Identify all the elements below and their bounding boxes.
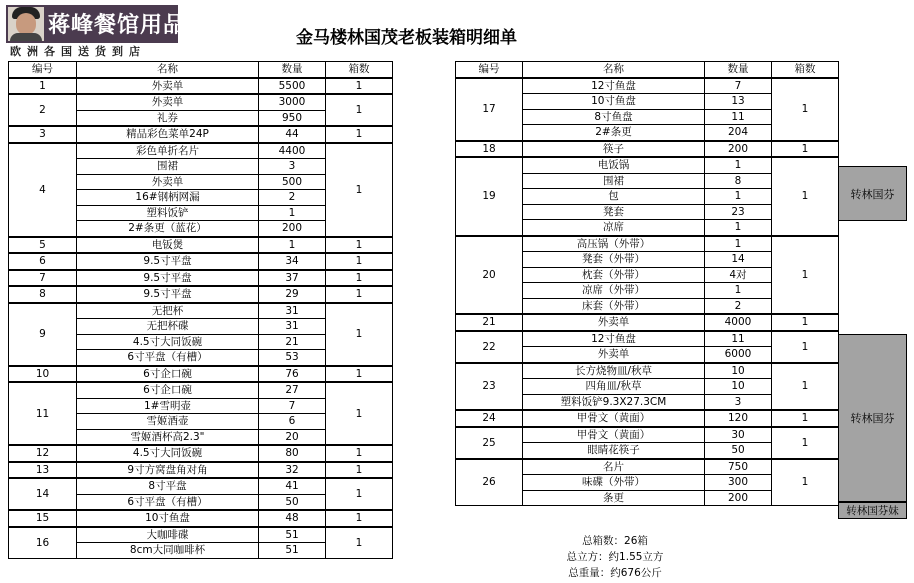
item-quantity: 1 xyxy=(705,189,772,205)
item-name: 10寸鱼盘 xyxy=(523,94,705,110)
item-name: 外卖单 xyxy=(523,314,705,331)
item-quantity: 41 xyxy=(259,478,326,494)
box-count: 1 xyxy=(326,303,393,366)
item-quantity: 300 xyxy=(705,475,772,491)
table-row xyxy=(9,78,393,95)
item-quantity: 1 xyxy=(705,283,772,299)
box-count: 1 xyxy=(772,331,839,363)
item-name: 2#条更 xyxy=(523,125,705,141)
item-name: 彩色单折名片 xyxy=(77,143,259,159)
item-quantity: 204 xyxy=(705,125,772,141)
item-quantity: 10 xyxy=(705,379,772,395)
item-quantity: 51 xyxy=(259,527,326,543)
item-number: 3 xyxy=(9,126,77,143)
box-count: 1 xyxy=(326,462,393,479)
item-quantity: 10 xyxy=(705,363,772,379)
item-quantity: 1 xyxy=(705,220,772,236)
item-quantity: 44 xyxy=(259,126,326,143)
column-header: 箱数 xyxy=(326,62,393,78)
item-quantity: 200 xyxy=(259,221,326,237)
box-count: 1 xyxy=(772,141,839,158)
item-quantity: 31 xyxy=(259,319,326,335)
item-name: 四角皿/秋草 xyxy=(523,379,705,395)
item-name: 4.5寸大同饭碗 xyxy=(77,334,259,350)
box-count: 1 xyxy=(772,363,839,411)
item-quantity: 13 xyxy=(705,94,772,110)
table-row xyxy=(456,314,839,331)
transfer-tag: 转林国芬妹 xyxy=(838,502,907,519)
item-quantity: 7 xyxy=(705,78,772,94)
item-name: 围裙 xyxy=(523,173,705,189)
transfer-tag: 转林国芬 xyxy=(838,166,907,221)
item-number: 19 xyxy=(456,157,523,236)
item-name: 凳套 xyxy=(523,204,705,220)
table-row xyxy=(9,445,393,462)
table-row xyxy=(9,527,393,543)
item-number: 16 xyxy=(9,527,77,559)
box-count: 1 xyxy=(326,478,393,510)
item-number: 24 xyxy=(456,410,523,427)
item-quantity: 8 xyxy=(705,173,772,189)
item-quantity: 76 xyxy=(259,366,326,383)
item-name: 塑料饭铲 xyxy=(77,205,259,221)
total-weight: 总重量：约676公斤 xyxy=(568,567,662,579)
box-count: 1 xyxy=(326,143,393,237)
table-row xyxy=(9,94,393,110)
item-name: 大咖啡碟 xyxy=(77,527,259,543)
table-row xyxy=(456,331,839,347)
item-number: 10 xyxy=(9,366,77,383)
box-count: 1 xyxy=(326,237,393,254)
item-name: 枕套（外带） xyxy=(523,267,705,283)
item-number: 23 xyxy=(456,363,523,411)
item-name: 筷子 xyxy=(523,141,705,158)
item-quantity: 20 xyxy=(259,429,326,445)
logo-subtitle: 欧洲各国送货到店 xyxy=(10,45,146,58)
table-row xyxy=(9,253,393,270)
item-quantity: 51 xyxy=(259,543,326,559)
item-number: 8 xyxy=(9,286,77,303)
column-header: 箱数 xyxy=(772,62,839,78)
item-quantity: 2 xyxy=(259,190,326,206)
item-quantity: 53 xyxy=(259,350,326,366)
item-name: 9.5寸平盘 xyxy=(77,253,259,270)
box-count: 1 xyxy=(326,126,393,143)
item-number: 22 xyxy=(456,331,523,363)
table-row xyxy=(9,270,393,287)
column-header: 编号 xyxy=(9,62,77,78)
item-name: 10寸鱼盘 xyxy=(77,510,259,527)
item-name: 电饭锅 xyxy=(523,157,705,173)
packing-table-right xyxy=(455,61,839,506)
logo-banner xyxy=(6,5,187,43)
item-quantity: 4对 xyxy=(705,267,772,283)
item-name: 围裙 xyxy=(77,159,259,175)
item-name: 甲骨文（黄面） xyxy=(523,410,705,427)
item-number: 17 xyxy=(456,78,523,141)
column-header: 数量 xyxy=(705,62,772,78)
item-name: 6寸企口碗 xyxy=(77,382,259,398)
table-row xyxy=(456,141,839,158)
column-header: 编号 xyxy=(456,62,523,78)
item-quantity: 11 xyxy=(705,331,772,347)
table-row xyxy=(456,236,839,252)
table-row xyxy=(456,78,839,94)
item-number: 1 xyxy=(9,78,77,95)
table-row xyxy=(9,478,393,494)
item-number: 12 xyxy=(9,445,77,462)
item-name: 精品彩色菜单24P xyxy=(77,126,259,143)
table-row xyxy=(9,382,393,398)
table-row xyxy=(456,427,839,443)
item-quantity: 30 xyxy=(705,427,772,443)
table-row xyxy=(9,286,393,303)
item-quantity: 50 xyxy=(259,494,326,510)
box-count: 1 xyxy=(326,382,393,445)
box-count: 1 xyxy=(326,286,393,303)
box-count: 1 xyxy=(326,253,393,270)
item-number: 5 xyxy=(9,237,77,254)
header-row xyxy=(456,62,839,78)
item-quantity: 4000 xyxy=(705,314,772,331)
item-quantity: 500 xyxy=(259,174,326,190)
item-name: 6寸企口碗 xyxy=(77,366,259,383)
item-name: 雪姬酒杯高2.3" xyxy=(77,429,259,445)
box-count: 1 xyxy=(326,78,393,95)
item-name: 无把杯碟 xyxy=(77,319,259,335)
item-number: 2 xyxy=(9,94,77,126)
item-name: 雪姬酒壶 xyxy=(77,414,259,430)
item-quantity: 34 xyxy=(259,253,326,270)
item-name: 床套（外带） xyxy=(523,298,705,314)
item-name: 9.5寸平盘 xyxy=(77,286,259,303)
item-name: 外卖单 xyxy=(523,347,705,363)
item-quantity: 32 xyxy=(259,462,326,479)
item-quantity: 80 xyxy=(259,445,326,462)
box-count: 1 xyxy=(772,157,839,236)
item-quantity: 200 xyxy=(705,141,772,158)
item-quantity: 4400 xyxy=(259,143,326,159)
table-row xyxy=(456,157,839,173)
item-quantity: 37 xyxy=(259,270,326,287)
box-count: 1 xyxy=(326,510,393,527)
table-row xyxy=(9,126,393,143)
table-row xyxy=(9,237,393,254)
item-quantity: 23 xyxy=(705,204,772,220)
item-name: 8寸鱼盘 xyxy=(523,109,705,125)
box-count: 1 xyxy=(326,527,393,559)
item-name: 2#条更（蓝花） xyxy=(77,221,259,237)
item-name: 味碟（外带） xyxy=(523,475,705,491)
item-number: 13 xyxy=(9,462,77,479)
item-quantity: 950 xyxy=(259,110,326,126)
item-quantity: 31 xyxy=(259,303,326,319)
item-name: 9寸方窝盘角对角 xyxy=(77,462,259,479)
item-number: 26 xyxy=(456,459,523,506)
item-name: 凳套（外带） xyxy=(523,252,705,268)
item-quantity: 1 xyxy=(259,205,326,221)
logo-name: 蒋峰餐馆用品 xyxy=(48,13,187,38)
item-name: 1#雪明壶 xyxy=(77,398,259,414)
item-quantity: 200 xyxy=(705,490,772,506)
item-quantity: 14 xyxy=(705,252,772,268)
item-quantity: 5500 xyxy=(259,78,326,95)
item-quantity: 11 xyxy=(705,109,772,125)
transfer-tag: 转林国芬 xyxy=(838,334,907,502)
item-name: 电钣煲 xyxy=(77,237,259,254)
item-name: 塑料饭铲9.3X27.3CM xyxy=(523,394,705,410)
table-row xyxy=(9,510,393,527)
table-row xyxy=(456,363,839,379)
total-boxes: 总箱数：26箱 xyxy=(582,535,648,547)
item-number: 20 xyxy=(456,236,523,315)
column-header: 数量 xyxy=(259,62,326,78)
item-name: 凉席 xyxy=(523,220,705,236)
item-number: 11 xyxy=(9,382,77,445)
item-name: 外卖单 xyxy=(77,78,259,95)
item-quantity: 21 xyxy=(259,334,326,350)
item-quantity: 29 xyxy=(259,286,326,303)
item-name: 名片 xyxy=(523,459,705,475)
item-number: 4 xyxy=(9,143,77,237)
item-name: 条更 xyxy=(523,490,705,506)
box-count: 1 xyxy=(326,94,393,126)
item-name: 眼睛花筷子 xyxy=(523,443,705,459)
item-name: 外卖单 xyxy=(77,174,259,190)
item-quantity: 27 xyxy=(259,382,326,398)
item-name: 8寸平盘 xyxy=(77,478,259,494)
box-count: 1 xyxy=(772,459,839,506)
item-name: 甲骨文（黄面） xyxy=(523,427,705,443)
box-count: 1 xyxy=(326,366,393,383)
table-row xyxy=(456,410,839,427)
item-name: 无把杯 xyxy=(77,303,259,319)
item-number: 25 xyxy=(456,427,523,459)
item-name: 9.5寸平盘 xyxy=(77,270,259,287)
item-quantity: 2 xyxy=(705,298,772,314)
item-quantity: 3000 xyxy=(259,94,326,110)
item-name: 包 xyxy=(523,189,705,205)
item-number: 14 xyxy=(9,478,77,510)
item-name: 高压锅（外带） xyxy=(523,236,705,252)
item-quantity: 120 xyxy=(705,410,772,427)
item-quantity: 48 xyxy=(259,510,326,527)
item-quantity: 6 xyxy=(259,414,326,430)
table-row xyxy=(9,462,393,479)
box-count: 1 xyxy=(772,314,839,331)
box-count: 1 xyxy=(326,445,393,462)
item-number: 15 xyxy=(9,510,77,527)
column-header: 名称 xyxy=(523,62,705,78)
item-name: 8cm大同咖啡杯 xyxy=(77,543,259,559)
page-title: 金马楼林国茂老板装箱明细单 xyxy=(296,28,517,48)
item-name: 凉席（外带） xyxy=(523,283,705,299)
item-number: 18 xyxy=(456,141,523,158)
item-name: 外卖单 xyxy=(77,94,259,110)
item-number: 9 xyxy=(9,303,77,366)
box-count: 1 xyxy=(772,410,839,427)
item-quantity: 1 xyxy=(705,157,772,173)
column-header: 名称 xyxy=(77,62,259,78)
box-count: 1 xyxy=(772,427,839,459)
item-name: 4.5寸大同饭碗 xyxy=(77,445,259,462)
box-count: 1 xyxy=(772,236,839,315)
item-name: 长方烧物皿/秋草 xyxy=(523,363,705,379)
box-count: 1 xyxy=(326,270,393,287)
item-number: 6 xyxy=(9,253,77,270)
item-name: 6寸平盘（有槽） xyxy=(77,494,259,510)
item-number: 7 xyxy=(9,270,77,287)
table-row xyxy=(9,366,393,383)
item-quantity: 7 xyxy=(259,398,326,414)
item-name: 礼券 xyxy=(77,110,259,126)
item-quantity: 3 xyxy=(259,159,326,175)
item-quantity: 6000 xyxy=(705,347,772,363)
item-name: 6寸平盘（有槽） xyxy=(77,350,259,366)
table-row xyxy=(9,143,393,159)
packing-table-left xyxy=(8,61,393,559)
table-row xyxy=(9,303,393,319)
total-volume: 总立方：约1.55立方 xyxy=(566,551,664,563)
avatar xyxy=(8,7,44,41)
item-name: 12寸鱼盘 xyxy=(523,331,705,347)
item-name: 16#钢柄网漏 xyxy=(77,190,259,206)
item-number: 21 xyxy=(456,314,523,331)
table-row xyxy=(456,459,839,475)
item-quantity: 750 xyxy=(705,459,772,475)
item-quantity: 1 xyxy=(705,236,772,252)
store-logo xyxy=(6,5,187,58)
item-quantity: 50 xyxy=(705,443,772,459)
item-name: 12寸鱼盘 xyxy=(523,78,705,94)
header-row xyxy=(9,62,393,78)
item-quantity: 3 xyxy=(705,394,772,410)
box-count: 1 xyxy=(772,78,839,141)
item-quantity: 1 xyxy=(259,237,326,254)
